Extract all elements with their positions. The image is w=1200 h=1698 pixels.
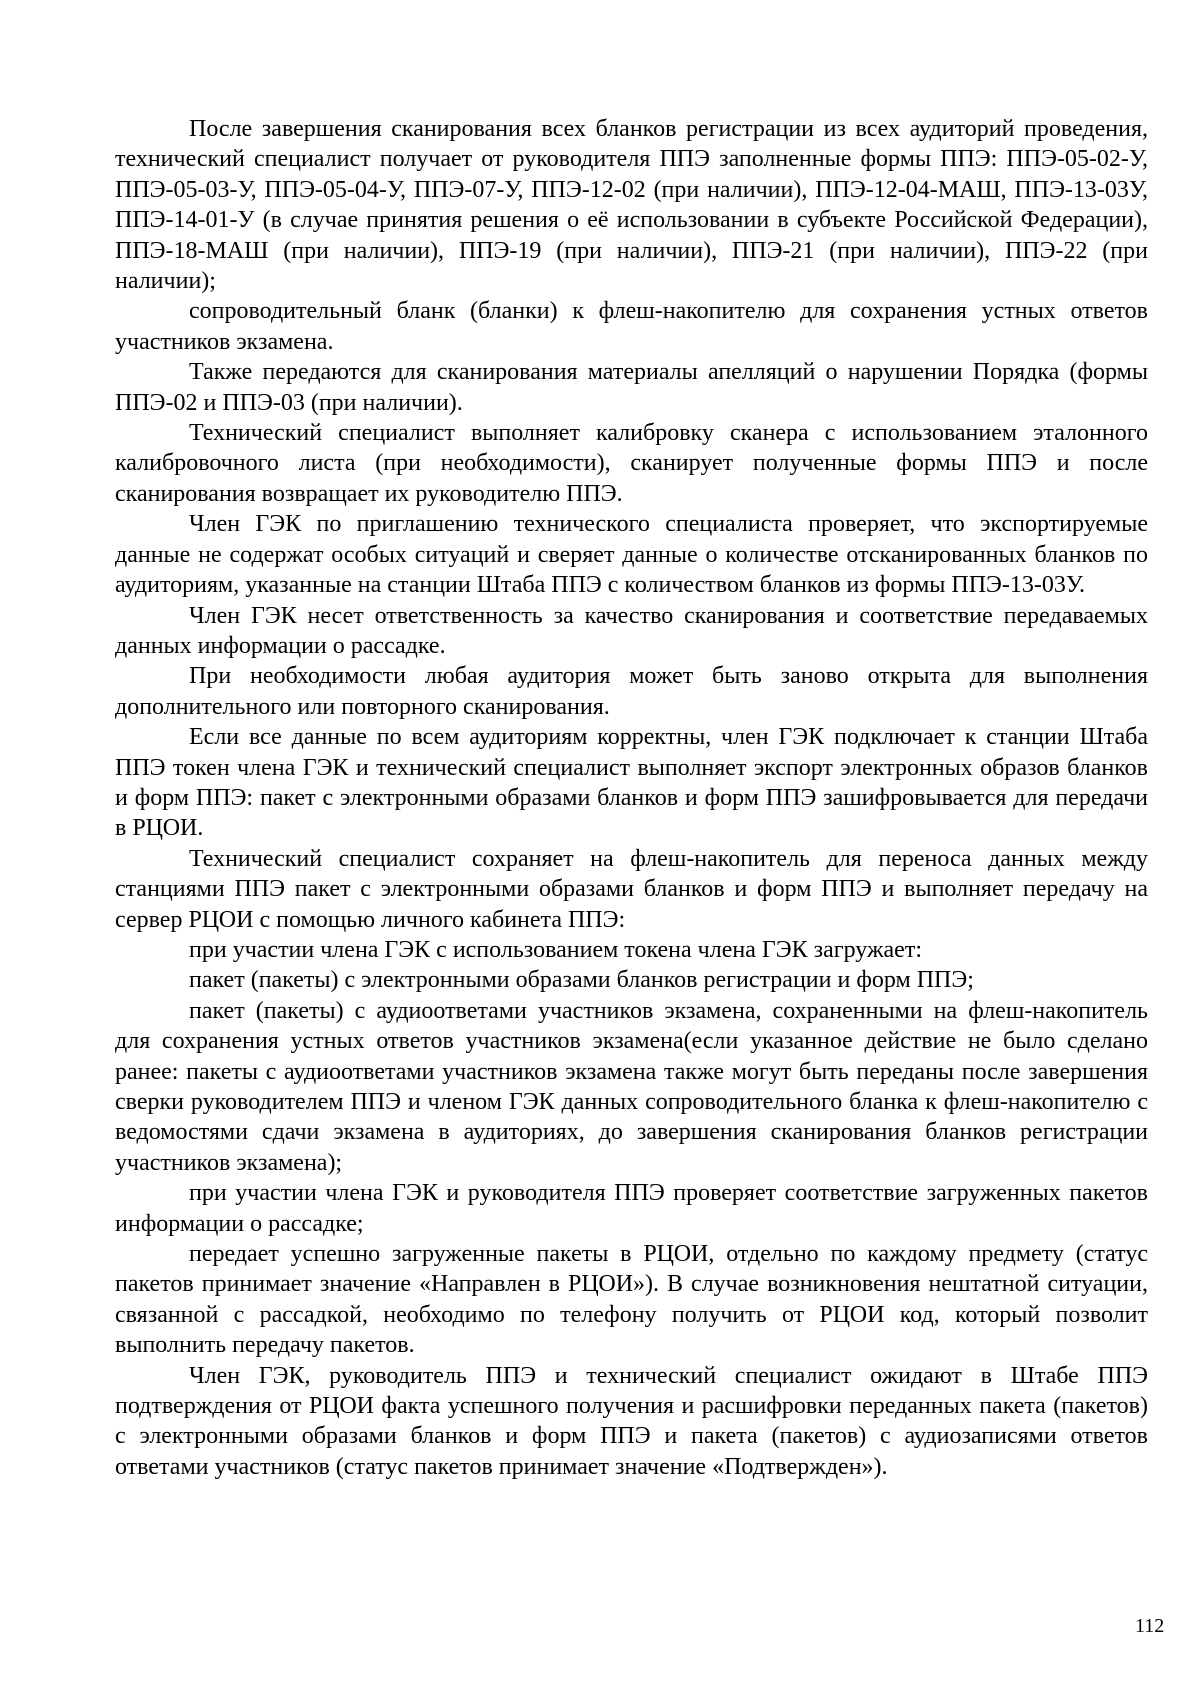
page-number: 112	[1135, 1615, 1165, 1637]
paragraph-appeal-materials: Также передаются для сканирования материалы апелляций о нарушении Порядка (формы ППЭ-02 и ППЭ-03 (при наличии).	[115, 359, 1148, 416]
paragraph-reopen-auditorium: При необходимости любая аудитория может быть заново открыта для выполнения дополнительного или повторного сканирования.	[115, 663, 1148, 720]
paragraph-await-confirmation: Член ГЭК, руководитель ППЭ и технический специалист ожидают в Штабе ППЭ подтверждения от РЦОИ факта успешного получения и расшифровки переданных пакета (пакетов) с электронными образами бланков и форм ППЭ и пакета (пакетов) с аудиозаписями ответов ответами участников (статус пакетов принимает значение «Подтвержден»).	[115, 1362, 1148, 1480]
paragraph-upload-with-token: при участии члена ГЭК с использованием токена члена ГЭК загружает:	[189, 936, 922, 963]
paragraph-scanning-completion: После завершения сканирования всех бланков регистрации из всех аудиторий проведения, технический специалист получает от руководителя ППЭ заполненные формы ППЭ: ППЭ-05-02-У, ППЭ-05-03-У, ППЭ-05-04-У, ППЭ-07-У, ППЭ-12-02 (при наличии), ППЭ-12-04-МАШ, ППЭ-13-03У, ППЭ-14-01-У (в случае принятия решения о её использовании в субъекте Российской Федерации), ППЭ-18-МАШ (при наличии), ППЭ-19 (при наличии), ППЭ-21 (при наличии), ППЭ-22 (при наличии);	[115, 116, 1148, 295]
paragraph-gek-verification: Член ГЭК по приглашению технического специалиста проверяет, что экспортируемые данные не содержат особых ситуаций и сверяет данные о количестве отсканированных бланков по аудиториям, указанные на станции Штаба ППЭ с количеством бланков из формы ППЭ-13-03У.	[115, 511, 1148, 599]
paragraph-check-seating: при участии члена ГЭК и руководителя ППЭ проверяет соответствие загруженных пакетов информации о рассадке;	[115, 1180, 1148, 1237]
paragraph-send-to-rcoi: передает успешно загруженные пакеты в РЦОИ, отдельно по каждому предмету (статус пакетов принимает значение «Направлен в РЦОИ»). В случае возникновения нештатной ситуации, связанной с рассадкой, необходимо по телефону получить от РЦОИ код, который позволит выполнить передачу пакетов.	[115, 1241, 1148, 1359]
document-body	[115, 114, 1148, 1482]
paragraph-scanner-calibration: Технический специалист выполняет калибровку сканера с использованием эталонного калибровочного листа (при необходимости), сканирует полученные формы ППЭ и после сканирования возвращает их руководителю ППЭ.	[115, 420, 1148, 507]
paragraph-gek-responsibility: Член ГЭК несет ответственность за качество сканирования и соответствие передаваемых данных информации о рассадке.	[115, 602, 1148, 659]
paragraph-cover-sheet: сопроводительный бланк (бланки) к флеш-накопителю для сохранения устных ответов участников экзамена.	[115, 298, 1148, 355]
paragraph-transfer-to-server: Технический специалист сохраняет на флеш-накопитель для переноса данных между станциями ППЭ пакет с электронными образами бланков и форм ППЭ и выполняет передачу на сервер РЦОИ с помощью личного кабинета ППЭ:	[115, 845, 1148, 933]
paragraph-forms-package: пакет (пакеты) с электронными образами бланков регистрации и форм ППЭ;	[189, 967, 974, 994]
paragraph-export-encryption: Если все данные по всем аудиториям корректны, член ГЭК подключает к станции Штаба ППЭ токен члена ГЭК и технический специалист выполняет экспорт электронных образов бланков и форм ППЭ: пакет с электронными образами бланков и форм ППЭ зашифровывается для передачи в РЦОИ.	[115, 724, 1148, 842]
paragraph-audio-package: пакет (пакеты) с аудиоответами участников экзамена, сохраненными на флеш-накопитель для сохранения устных ответов участников экзамена(если указанное действие не было сделано ранее: пакеты с аудиоответами участников экзамена также могут быть переданы после завершения сверки руководителем ППЭ и членом ГЭК данных сопроводительного бланка к флеш-накопителю с ведомостями сдачи экзамена в аудиториях, до завершения сканирования бланков регистрации участников экзамена);	[115, 997, 1148, 1176]
